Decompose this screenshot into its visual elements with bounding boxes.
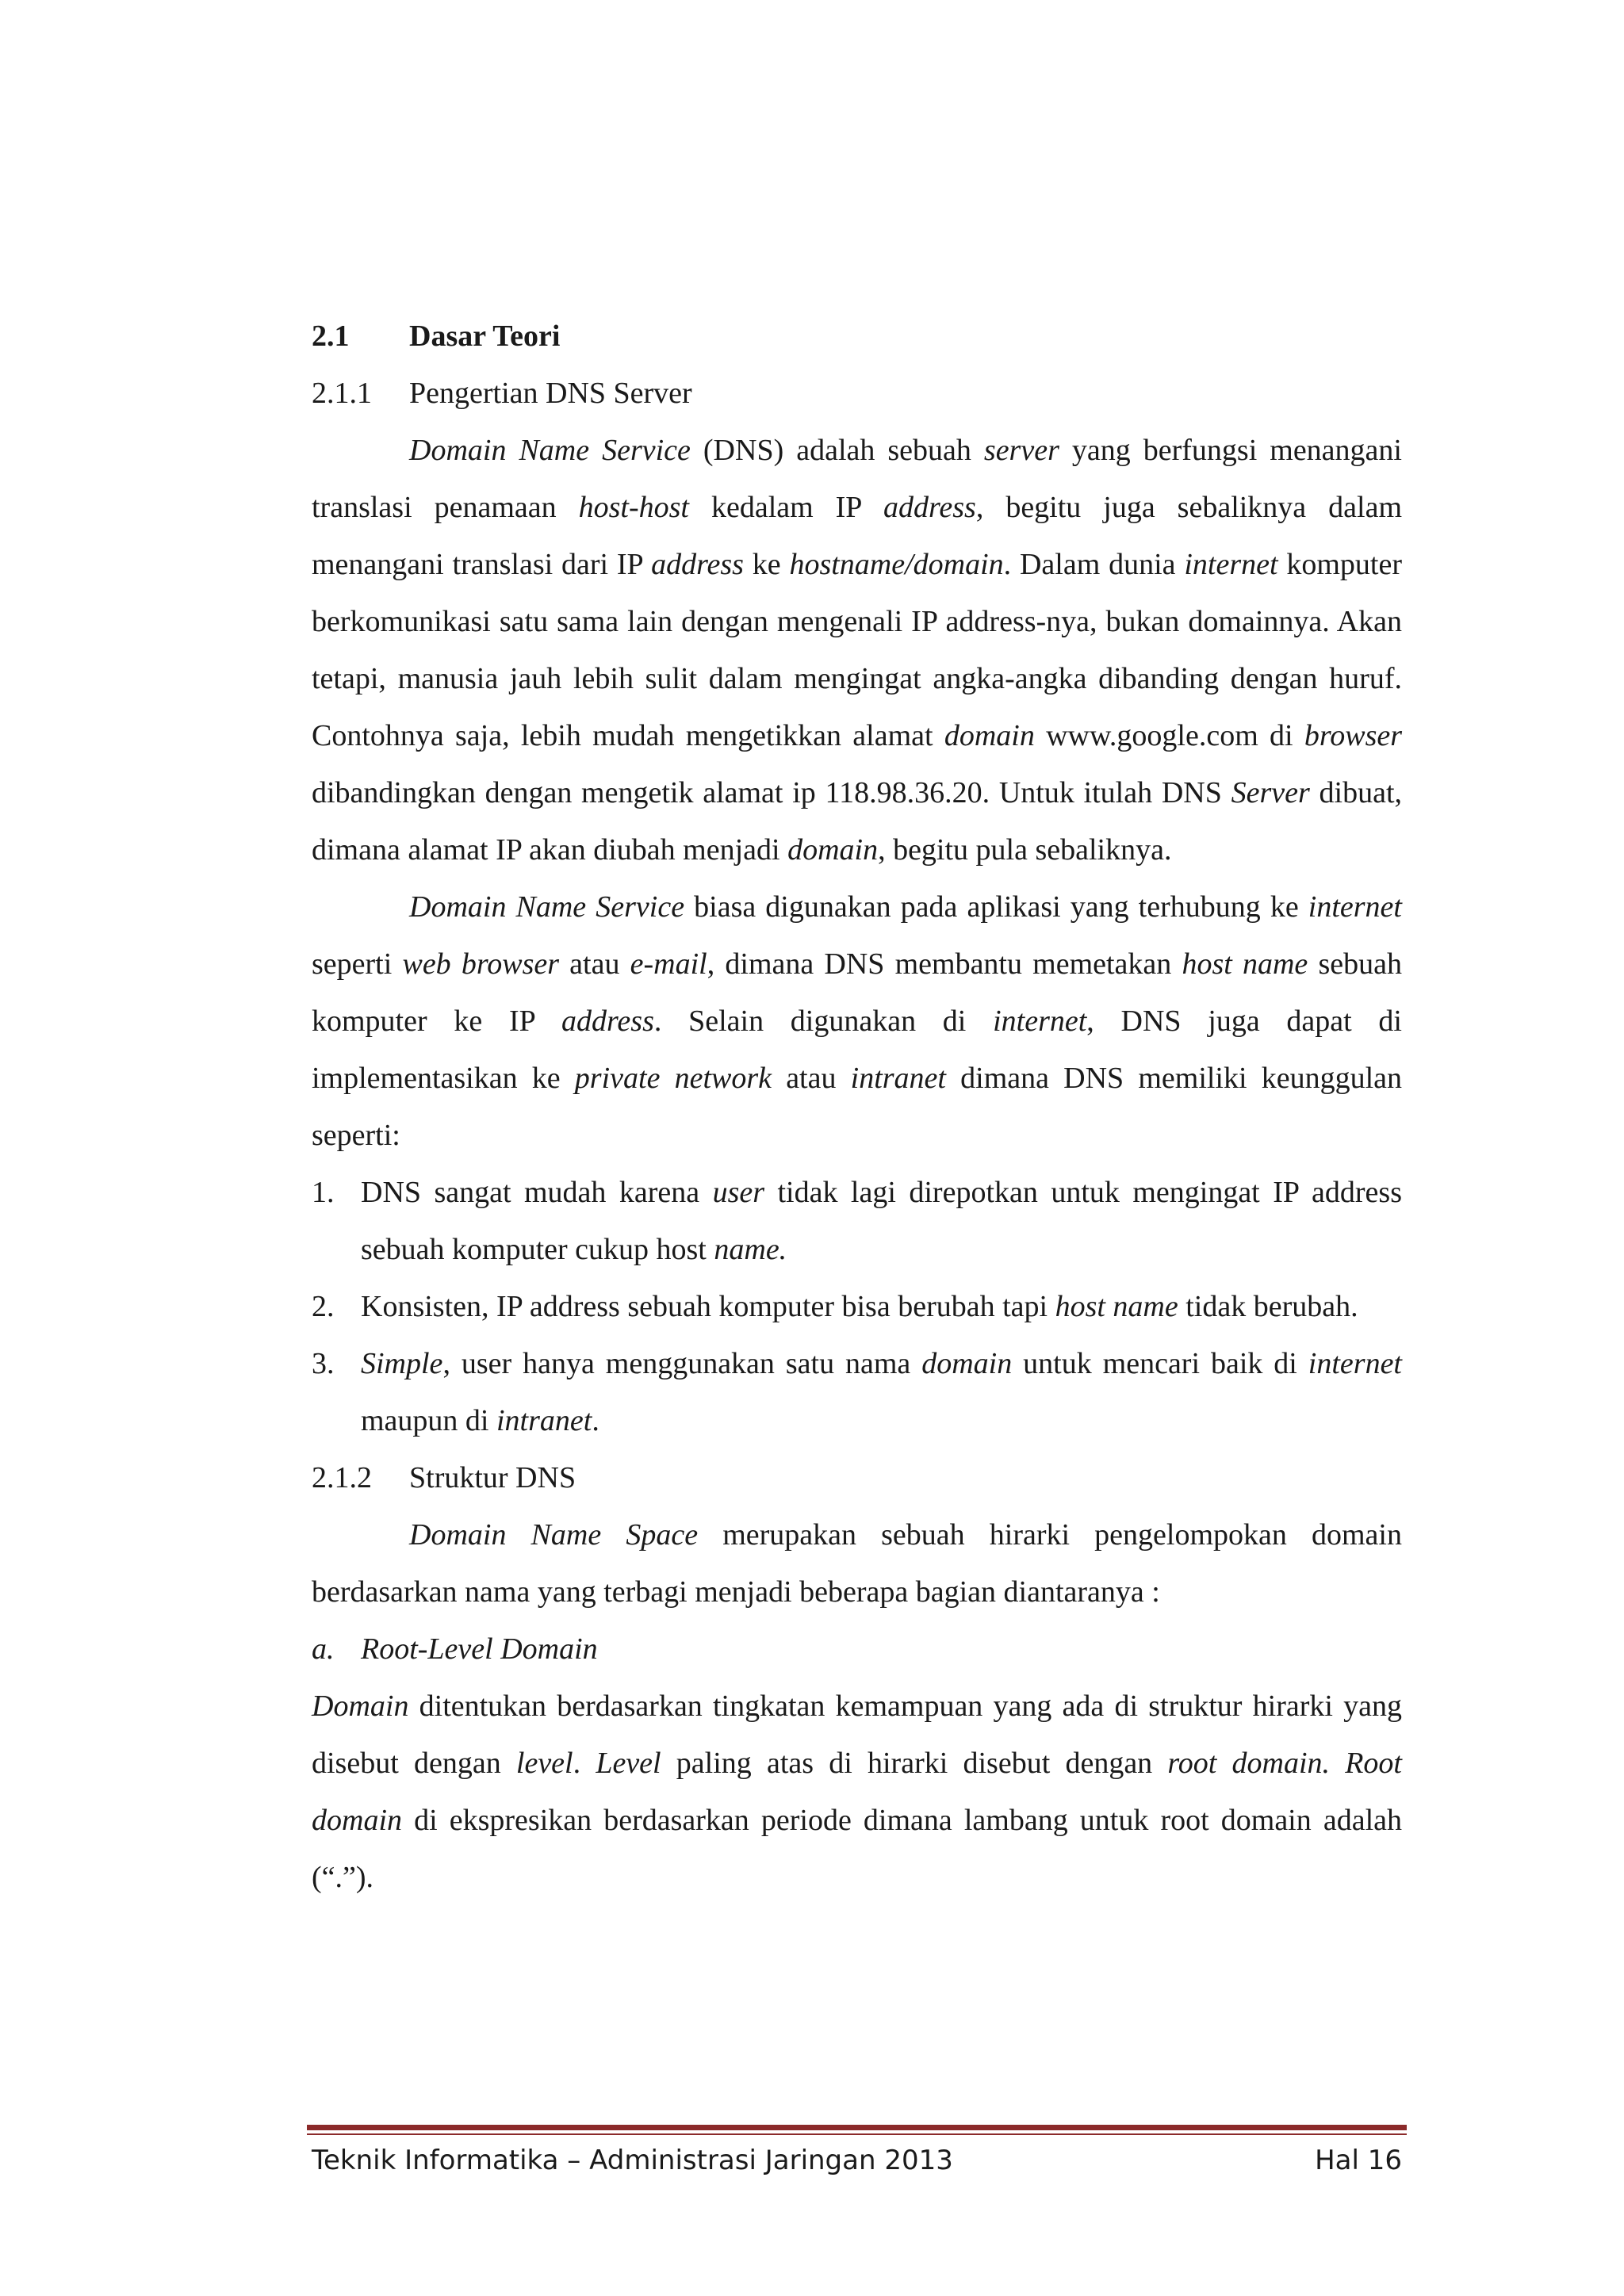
italic-term: private network bbox=[574, 1062, 772, 1095]
italic-term: intranet bbox=[850, 1062, 946, 1095]
section-title: Dasar Teori bbox=[409, 320, 561, 353]
list-item bbox=[312, 1278, 1402, 1335]
italic-term: Domain Name Space bbox=[409, 1518, 699, 1552]
italic-term: Server bbox=[1231, 776, 1310, 809]
italic-term: internet bbox=[993, 1004, 1087, 1038]
paragraph-root-domain: Domain ditentukan berdasarkan tingkatan kemampuan yang ada di struktur hirarki yang disebut dengan level. Level paling atas di hirarki disebut dengan root domain. Root domain di ekspresikan berdasarkan periode dimana lambang untuk root domain adalah (“.”). bbox=[312, 1689, 1402, 1894]
item-root-level-domain bbox=[312, 1621, 1402, 1678]
subsection-title: Struktur DNS bbox=[409, 1461, 576, 1494]
list-item-number: 1. bbox=[312, 1176, 335, 1209]
italic-term: Simple bbox=[361, 1347, 443, 1380]
list-item-text: DNS sangat mudah karena user tidak lagi direpotkan untuk mengingat IP address sebuah komputer cukup host name. bbox=[361, 1176, 1402, 1266]
italic-term: host name bbox=[1055, 1290, 1178, 1323]
advantages-list bbox=[312, 1164, 1402, 1449]
italic-term: server bbox=[983, 434, 1059, 467]
list-item-number: 2. bbox=[312, 1290, 335, 1323]
section-heading bbox=[312, 308, 1402, 365]
italic-term: intranet bbox=[496, 1404, 592, 1437]
italic-term: address bbox=[883, 491, 976, 524]
italic-term: root domain. Root domain bbox=[312, 1747, 1402, 1837]
list-item bbox=[312, 1164, 1402, 1278]
section-number: 2.1 bbox=[312, 320, 350, 353]
subsection-number: 2.1.2 bbox=[312, 1461, 372, 1494]
italic-term: domain bbox=[921, 1347, 1013, 1380]
italic-term: Domain Name Service bbox=[409, 890, 685, 924]
list-item-number: 3. bbox=[312, 1347, 335, 1380]
italic-term: domain bbox=[787, 833, 879, 867]
item-letter: a. bbox=[312, 1632, 335, 1666]
footer-rule-thick bbox=[307, 2125, 1407, 2130]
italic-term: hostname/domain bbox=[789, 548, 1004, 581]
italic-term: address bbox=[651, 548, 744, 581]
item-title: Root-Level Domain bbox=[361, 1632, 598, 1666]
italic-term: web browser bbox=[402, 947, 560, 981]
italic-term: name. bbox=[714, 1233, 787, 1266]
italic-term: Domain bbox=[312, 1689, 409, 1723]
subsection-heading-2 bbox=[312, 1449, 1402, 1506]
italic-term: Level bbox=[596, 1747, 661, 1780]
list-item bbox=[312, 1335, 1402, 1449]
footer-rule-thin bbox=[307, 2133, 1407, 2135]
page-footer bbox=[312, 2141, 1402, 2180]
italic-term: internet bbox=[1308, 890, 1402, 924]
italic-term: domain bbox=[944, 719, 1035, 752]
paragraph-dns-definition: Domain Name Service (DNS) adalah sebuah server yang berfungsi menangani translasi penamaan host-host kedalam IP address, begitu juga sebaliknya dalam menangani translasi dari IP address ke hostname/domain. Dalam dunia internet komputer berkomunikasi satu sama lain dengan mengenali IP address-nya, bukan domainnya. Akan tetapi, manusia jauh lebih sulit dalam mengingat angka-angka dibanding dengan huruf. Contohnya saja, lebih mudah mengetikkan alamat domain www.google.com di browser dibandingkan dengan mengetik alamat ip 118.98.36.20. Untuk itulah DNS Server dibuat, dimana alamat IP akan diubah menjadi domain, begitu pula sebaliknya. bbox=[312, 434, 1403, 867]
document-body bbox=[312, 308, 1402, 1906]
italic-term: internet bbox=[1308, 1347, 1402, 1380]
subsection-title: Pengertian DNS Server bbox=[409, 377, 692, 410]
footer-course-title: Teknik Informatika – Administrasi Jaringan 2013 bbox=[312, 2145, 953, 2176]
page-number: Hal 16 bbox=[1315, 2145, 1402, 2176]
italic-term: e-mail bbox=[630, 947, 707, 981]
italic-term: Domain Name Service bbox=[409, 434, 691, 467]
italic-term: user bbox=[712, 1176, 765, 1209]
subsection-number: 2.1.1 bbox=[312, 377, 372, 410]
paragraph-domain-name-space: Domain Name Space merupakan sebuah hirarki pengelompokan domain berdasarkan nama yang terbagi menjadi beberapa bagian diantaranya : bbox=[312, 1518, 1402, 1609]
subsection-heading-1 bbox=[312, 365, 1402, 422]
italic-term: browser bbox=[1304, 719, 1403, 752]
paragraph-dns-usage: Domain Name Service biasa digunakan pada aplikasi yang terhubung ke internet seperti web browser atau e-mail, dimana DNS membantu memetakan host name sebuah komputer ke IP address. Selain digunakan di internet, DNS juga dapat di implementasikan ke private network atau intranet dimana DNS memiliki keunggulan seperti: bbox=[312, 890, 1403, 1152]
italic-term: host name bbox=[1182, 947, 1308, 981]
italic-term: level bbox=[515, 1747, 573, 1780]
italic-term: address bbox=[561, 1004, 654, 1038]
italic-term: internet bbox=[1184, 548, 1278, 581]
italic-term: host-host bbox=[578, 491, 689, 524]
list-item-text: Simple, user hanya menggunakan satu nama domain untuk mencari baik di internet maupun di intranet. bbox=[361, 1347, 1402, 1437]
list-item-text: Konsisten, IP address sebuah komputer bisa berubah tapi host name tidak berubah. bbox=[361, 1290, 1358, 1323]
